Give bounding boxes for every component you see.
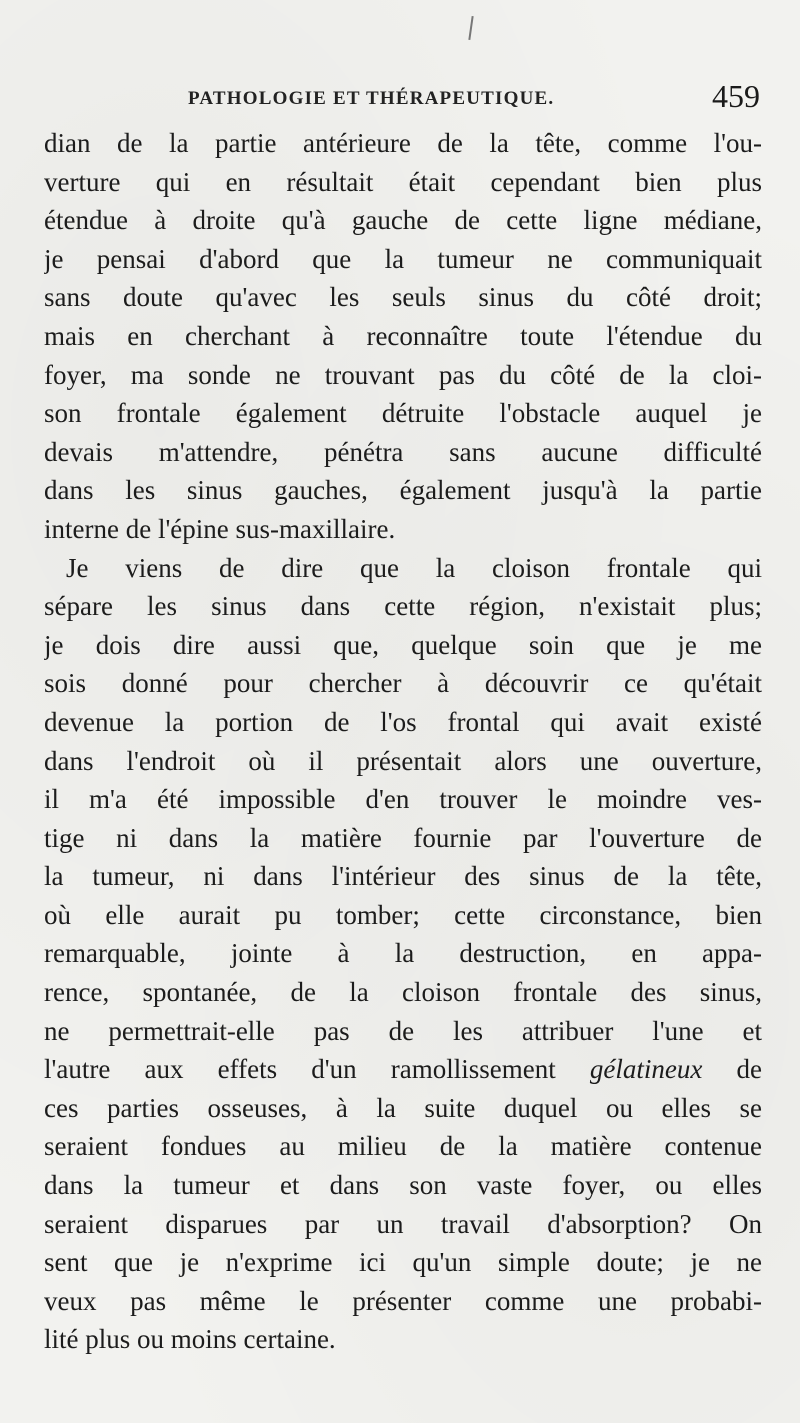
text-line: dian de la partie antérieure de la tête, comme l'ou- xyxy=(44,128,762,158)
text-line: mais en cherchant à reconnaître toute l'étendue du xyxy=(44,320,762,351)
running-head: PATHOLOGIE ET THÉRAPEUTIQUE. xyxy=(188,88,555,109)
text-line: dans les sinus gauches, également jusqu'à la partie xyxy=(44,475,762,506)
text-line: où elle aurait pu tomber; cette circonstance, bien xyxy=(44,899,762,930)
text-line: son frontale également détruite l'obstacle auquel je xyxy=(44,398,762,429)
text-line: devenue la portion de l'os frontal qui avait existé xyxy=(44,706,762,737)
text-line: seraient fondues au milieu de la matière contenue xyxy=(44,1131,762,1162)
text-line: dans l'endroit où il présentait alors une ouverture, xyxy=(44,745,762,776)
italic-word: gélatineux xyxy=(589,1054,703,1085)
text-line: seraient disparues par un travail d'absorption? On xyxy=(44,1208,762,1239)
ink-mark xyxy=(468,16,473,40)
text-line: rence, spontanée, de la cloison frontale des sinus, xyxy=(44,977,762,1008)
text-line: verture qui en résultait était cependant bien plus xyxy=(44,166,762,197)
text-line: sépare les sinus dans cette région, n'existait plus; xyxy=(44,591,762,622)
text-line: veux pas même le présenter comme une probabi- xyxy=(44,1285,762,1316)
text-line: sans doute qu'avec les seuls sinus du côté droit; xyxy=(44,282,762,313)
text-line: étendue à droite qu'à gauche de cette ligne médiane, xyxy=(44,205,762,236)
text-line: lité plus ou moins certaine. xyxy=(44,1324,336,1355)
text-line: sent que je n'exprime ici qu'un simple doute; je ne xyxy=(44,1247,762,1278)
text-segment: de xyxy=(702,1054,762,1085)
text-line: tige ni dans la matière fournie par l'ouverture de xyxy=(44,822,762,853)
text-line: il m'a été impossible d'en trouver le moindre ves- xyxy=(44,784,762,815)
text-line: je pensai d'abord que la tumeur ne communiquait xyxy=(44,243,762,274)
text-line-with-italic xyxy=(44,1050,762,1089)
text-line: interne de l'épine sus-maxillaire. xyxy=(44,513,396,544)
page-header xyxy=(40,78,770,122)
text-line: ces parties osseuses, à la suite duquel ou elles se xyxy=(44,1092,762,1123)
text-line: devais m'attendre, pénétra sans aucune difficulté xyxy=(44,436,762,467)
body-text xyxy=(44,124,762,1359)
text-segment: l'autre aux effets d'un ramollissement xyxy=(44,1054,590,1085)
text-line: je dois dire aussi que, quelque soin que je me xyxy=(44,629,762,660)
text-line: dans la tumeur et dans son vaste foyer, ou elles xyxy=(44,1170,762,1201)
paragraph-start-line: Je viens de dire que la cloison frontale qui xyxy=(66,552,762,583)
text-line: la tumeur, ni dans l'intérieur des sinus de la tête, xyxy=(44,861,762,892)
text-line: remarquable, jointe à la destruction, en appa- xyxy=(44,938,762,969)
text-line: ne permettrait-elle pas de les attribuer l'une et xyxy=(44,1015,762,1046)
page-number: 459 xyxy=(712,78,760,114)
text-line: sois donné pour chercher à découvrir ce qu'était xyxy=(44,668,762,699)
text-line: foyer, ma sonde ne trouvant pas du côté de la cloi- xyxy=(44,359,762,390)
